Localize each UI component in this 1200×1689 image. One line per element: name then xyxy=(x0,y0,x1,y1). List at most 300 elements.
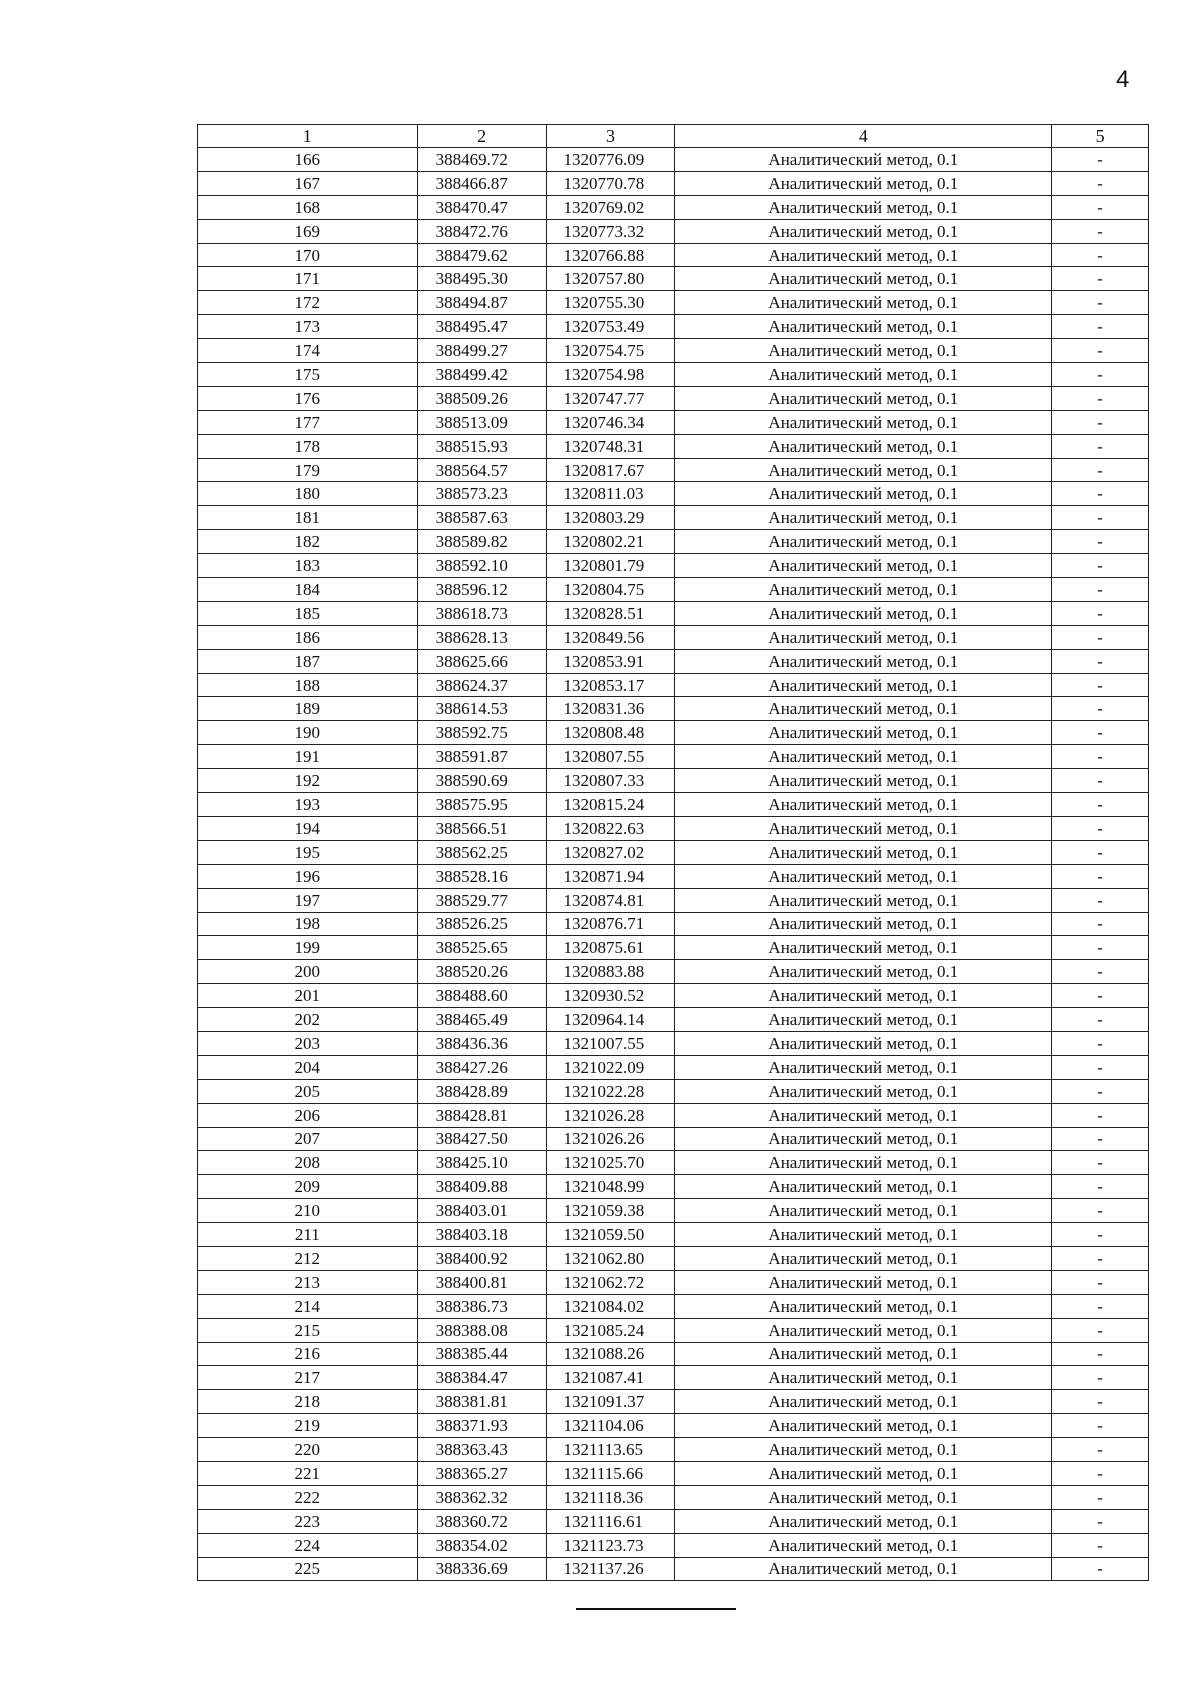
note-cell: - xyxy=(1052,697,1149,721)
note-cell: - xyxy=(1052,386,1149,410)
note-cell: - xyxy=(1052,530,1149,554)
x-coordinate-cell: 388575.95 xyxy=(417,793,546,817)
note-cell: - xyxy=(1052,912,1149,936)
table-row xyxy=(198,1485,1149,1509)
y-coordinate-cell: 1320849.56 xyxy=(546,625,675,649)
method-cell: Аналитический метод, 0.1 xyxy=(675,1223,1052,1247)
method-cell: Аналитический метод, 0.1 xyxy=(675,1199,1052,1223)
y-coordinate-cell: 1321104.06 xyxy=(546,1414,675,1438)
x-coordinate-cell: 388381.81 xyxy=(417,1390,546,1414)
point-number-cell: 215 xyxy=(198,1318,418,1342)
method-cell: Аналитический метод, 0.1 xyxy=(675,1342,1052,1366)
y-coordinate-cell: 1320871.94 xyxy=(546,864,675,888)
y-coordinate-cell: 1320876.71 xyxy=(546,912,675,936)
point-number-cell: 188 xyxy=(198,673,418,697)
table-row xyxy=(198,769,1149,793)
method-cell: Аналитический метод, 0.1 xyxy=(675,1246,1052,1270)
point-number-cell: 207 xyxy=(198,1127,418,1151)
note-cell: - xyxy=(1052,148,1149,172)
x-coordinate-cell: 388628.13 xyxy=(417,625,546,649)
y-coordinate-cell: 1321062.80 xyxy=(546,1246,675,1270)
y-coordinate-cell: 1320757.80 xyxy=(546,267,675,291)
x-coordinate-cell: 388428.81 xyxy=(417,1103,546,1127)
note-cell: - xyxy=(1052,1055,1149,1079)
table-row xyxy=(198,243,1149,267)
y-coordinate-cell: 1320755.30 xyxy=(546,291,675,315)
x-coordinate-cell: 388528.16 xyxy=(417,864,546,888)
method-cell: Аналитический метод, 0.1 xyxy=(675,195,1052,219)
note-cell: - xyxy=(1052,601,1149,625)
point-number-cell: 175 xyxy=(198,363,418,387)
x-coordinate-cell: 388336.69 xyxy=(417,1557,546,1581)
method-cell: Аналитический метод, 0.1 xyxy=(675,673,1052,697)
method-cell: Аналитический метод, 0.1 xyxy=(675,1485,1052,1509)
point-number-cell: 192 xyxy=(198,769,418,793)
note-cell: - xyxy=(1052,1031,1149,1055)
method-cell: Аналитический метод, 0.1 xyxy=(675,1151,1052,1175)
method-cell: Аналитический метод, 0.1 xyxy=(675,840,1052,864)
note-cell: - xyxy=(1052,1127,1149,1151)
point-number-cell: 199 xyxy=(198,936,418,960)
x-coordinate-cell: 388529.77 xyxy=(417,888,546,912)
table-row xyxy=(198,315,1149,339)
y-coordinate-cell: 1321026.28 xyxy=(546,1103,675,1127)
note-cell: - xyxy=(1052,219,1149,243)
note-cell: - xyxy=(1052,793,1149,817)
table-header-row xyxy=(198,125,1149,148)
y-coordinate-cell: 1320828.51 xyxy=(546,601,675,625)
table-row xyxy=(198,1055,1149,1079)
y-coordinate-cell: 1320831.36 xyxy=(546,697,675,721)
x-coordinate-cell: 388403.18 xyxy=(417,1223,546,1247)
table-row xyxy=(198,1461,1149,1485)
method-cell: Аналитический метод, 0.1 xyxy=(675,984,1052,1008)
point-number-cell: 170 xyxy=(198,243,418,267)
point-number-cell: 214 xyxy=(198,1294,418,1318)
method-cell: Аналитический метод, 0.1 xyxy=(675,1390,1052,1414)
point-number-cell: 200 xyxy=(198,960,418,984)
x-coordinate-cell: 388360.72 xyxy=(417,1509,546,1533)
y-coordinate-cell: 1320807.33 xyxy=(546,769,675,793)
table-row xyxy=(198,1223,1149,1247)
y-coordinate-cell: 1321091.37 xyxy=(546,1390,675,1414)
method-cell: Аналитический метод, 0.1 xyxy=(675,769,1052,793)
x-coordinate-cell: 388589.82 xyxy=(417,530,546,554)
method-cell: Аналитический метод, 0.1 xyxy=(675,554,1052,578)
y-coordinate-cell: 1320807.55 xyxy=(546,745,675,769)
x-coordinate-cell: 388495.30 xyxy=(417,267,546,291)
x-coordinate-cell: 388515.93 xyxy=(417,434,546,458)
table-row xyxy=(198,673,1149,697)
x-coordinate-cell: 388499.42 xyxy=(417,363,546,387)
method-cell: Аналитический метод, 0.1 xyxy=(675,912,1052,936)
x-coordinate-cell: 388466.87 xyxy=(417,171,546,195)
note-cell: - xyxy=(1052,1390,1149,1414)
note-cell: - xyxy=(1052,243,1149,267)
note-cell: - xyxy=(1052,1438,1149,1462)
note-cell: - xyxy=(1052,1414,1149,1438)
table-row xyxy=(198,1175,1149,1199)
method-cell: Аналитический метод, 0.1 xyxy=(675,888,1052,912)
point-number-cell: 204 xyxy=(198,1055,418,1079)
method-cell: Аналитический метод, 0.1 xyxy=(675,530,1052,554)
table-row xyxy=(198,363,1149,387)
y-coordinate-cell: 1320766.88 xyxy=(546,243,675,267)
note-cell: - xyxy=(1052,291,1149,315)
table-row xyxy=(198,386,1149,410)
table-row xyxy=(198,864,1149,888)
table-row xyxy=(198,195,1149,219)
y-coordinate-cell: 1321123.73 xyxy=(546,1533,675,1557)
table-row xyxy=(198,291,1149,315)
note-cell: - xyxy=(1052,840,1149,864)
x-coordinate-cell: 388403.01 xyxy=(417,1199,546,1223)
table-row xyxy=(198,793,1149,817)
method-cell: Аналитический метод, 0.1 xyxy=(675,363,1052,387)
x-coordinate-cell: 388409.88 xyxy=(417,1175,546,1199)
x-coordinate-cell: 388562.25 xyxy=(417,840,546,864)
note-cell: - xyxy=(1052,816,1149,840)
y-coordinate-cell: 1321137.26 xyxy=(546,1557,675,1581)
x-coordinate-cell: 388566.51 xyxy=(417,816,546,840)
y-coordinate-cell: 1320808.48 xyxy=(546,721,675,745)
note-cell: - xyxy=(1052,482,1149,506)
note-cell: - xyxy=(1052,1557,1149,1581)
table-row xyxy=(198,888,1149,912)
method-cell: Аналитический метод, 0.1 xyxy=(675,1533,1052,1557)
note-cell: - xyxy=(1052,1270,1149,1294)
x-coordinate-cell: 388590.69 xyxy=(417,769,546,793)
point-number-cell: 186 xyxy=(198,625,418,649)
note-cell: - xyxy=(1052,458,1149,482)
y-coordinate-cell: 1321007.55 xyxy=(546,1031,675,1055)
point-number-cell: 198 xyxy=(198,912,418,936)
table-row xyxy=(198,1533,1149,1557)
point-number-cell: 187 xyxy=(198,649,418,673)
note-cell: - xyxy=(1052,888,1149,912)
note-cell: - xyxy=(1052,410,1149,434)
method-cell: Аналитический метод, 0.1 xyxy=(675,1270,1052,1294)
note-cell: - xyxy=(1052,745,1149,769)
note-cell: - xyxy=(1052,1175,1149,1199)
y-coordinate-cell: 1320811.03 xyxy=(546,482,675,506)
y-coordinate-cell: 1320822.63 xyxy=(546,816,675,840)
table-row xyxy=(198,1294,1149,1318)
table-row xyxy=(198,1557,1149,1581)
header-cell-3: 3 xyxy=(546,125,675,148)
note-cell: - xyxy=(1052,1008,1149,1032)
point-number-cell: 225 xyxy=(198,1557,418,1581)
point-number-cell: 169 xyxy=(198,219,418,243)
point-number-cell: 222 xyxy=(198,1485,418,1509)
x-coordinate-cell: 388472.76 xyxy=(417,219,546,243)
x-coordinate-cell: 388618.73 xyxy=(417,601,546,625)
y-coordinate-cell: 1321084.02 xyxy=(546,1294,675,1318)
y-coordinate-cell: 1321048.99 xyxy=(546,1175,675,1199)
table-row xyxy=(198,1199,1149,1223)
table-row xyxy=(198,1438,1149,1462)
x-coordinate-cell: 388564.57 xyxy=(417,458,546,482)
point-number-cell: 183 xyxy=(198,554,418,578)
note-cell: - xyxy=(1052,1318,1149,1342)
x-coordinate-cell: 388371.93 xyxy=(417,1414,546,1438)
note-cell: - xyxy=(1052,625,1149,649)
method-cell: Аналитический метод, 0.1 xyxy=(675,315,1052,339)
y-coordinate-cell: 1320853.91 xyxy=(546,649,675,673)
x-coordinate-cell: 388592.75 xyxy=(417,721,546,745)
method-cell: Аналитический метод, 0.1 xyxy=(675,1557,1052,1581)
y-coordinate-cell: 1320801.79 xyxy=(546,554,675,578)
table-row xyxy=(198,410,1149,434)
x-coordinate-cell: 388499.27 xyxy=(417,339,546,363)
point-number-cell: 168 xyxy=(198,195,418,219)
y-coordinate-cell: 1320874.81 xyxy=(546,888,675,912)
method-cell: Аналитический метод, 0.1 xyxy=(675,1438,1052,1462)
table-row xyxy=(198,506,1149,530)
note-cell: - xyxy=(1052,554,1149,578)
table-row xyxy=(198,745,1149,769)
method-cell: Аналитический метод, 0.1 xyxy=(675,1461,1052,1485)
x-coordinate-cell: 388400.92 xyxy=(417,1246,546,1270)
note-cell: - xyxy=(1052,673,1149,697)
x-coordinate-cell: 388400.81 xyxy=(417,1270,546,1294)
method-cell: Аналитический метод, 0.1 xyxy=(675,506,1052,530)
y-coordinate-cell: 1320754.98 xyxy=(546,363,675,387)
note-cell: - xyxy=(1052,1533,1149,1557)
method-cell: Аналитический метод, 0.1 xyxy=(675,458,1052,482)
table-row xyxy=(198,1079,1149,1103)
note-cell: - xyxy=(1052,171,1149,195)
x-coordinate-cell: 388465.49 xyxy=(417,1008,546,1032)
header-cell-1: 1 xyxy=(198,125,418,148)
method-cell: Аналитический метод, 0.1 xyxy=(675,1079,1052,1103)
point-number-cell: 174 xyxy=(198,339,418,363)
method-cell: Аналитический метод, 0.1 xyxy=(675,697,1052,721)
y-coordinate-cell: 1321059.50 xyxy=(546,1223,675,1247)
note-cell: - xyxy=(1052,649,1149,673)
point-number-cell: 167 xyxy=(198,171,418,195)
method-cell: Аналитический метод, 0.1 xyxy=(675,601,1052,625)
table-row xyxy=(198,625,1149,649)
y-coordinate-cell: 1321088.26 xyxy=(546,1342,675,1366)
point-number-cell: 206 xyxy=(198,1103,418,1127)
point-number-cell: 203 xyxy=(198,1031,418,1055)
point-number-cell: 191 xyxy=(198,745,418,769)
point-number-cell: 217 xyxy=(198,1366,418,1390)
method-cell: Аналитический метод, 0.1 xyxy=(675,936,1052,960)
table-row xyxy=(198,339,1149,363)
method-cell: Аналитический метод, 0.1 xyxy=(675,793,1052,817)
y-coordinate-cell: 1320776.09 xyxy=(546,148,675,172)
y-coordinate-cell: 1320753.49 xyxy=(546,315,675,339)
table-row xyxy=(198,601,1149,625)
point-number-cell: 180 xyxy=(198,482,418,506)
table-row xyxy=(198,482,1149,506)
method-cell: Аналитический метод, 0.1 xyxy=(675,291,1052,315)
table-row xyxy=(198,1509,1149,1533)
x-coordinate-cell: 388614.53 xyxy=(417,697,546,721)
point-number-cell: 202 xyxy=(198,1008,418,1032)
note-cell: - xyxy=(1052,315,1149,339)
method-cell: Аналитический метод, 0.1 xyxy=(675,816,1052,840)
y-coordinate-cell: 1321022.28 xyxy=(546,1079,675,1103)
method-cell: Аналитический метод, 0.1 xyxy=(675,960,1052,984)
note-cell: - xyxy=(1052,1509,1149,1533)
point-number-cell: 194 xyxy=(198,816,418,840)
method-cell: Аналитический метод, 0.1 xyxy=(675,386,1052,410)
table-row xyxy=(198,148,1149,172)
point-number-cell: 205 xyxy=(198,1079,418,1103)
method-cell: Аналитический метод, 0.1 xyxy=(675,171,1052,195)
x-coordinate-cell: 388385.44 xyxy=(417,1342,546,1366)
x-coordinate-cell: 388427.26 xyxy=(417,1055,546,1079)
x-coordinate-cell: 388591.87 xyxy=(417,745,546,769)
y-coordinate-cell: 1320815.24 xyxy=(546,793,675,817)
point-number-cell: 195 xyxy=(198,840,418,864)
method-cell: Аналитический метод, 0.1 xyxy=(675,1008,1052,1032)
x-coordinate-cell: 388436.36 xyxy=(417,1031,546,1055)
point-number-cell: 221 xyxy=(198,1461,418,1485)
table-row xyxy=(198,434,1149,458)
y-coordinate-cell: 1320817.67 xyxy=(546,458,675,482)
table-row xyxy=(198,649,1149,673)
method-cell: Аналитический метод, 0.1 xyxy=(675,864,1052,888)
table-row xyxy=(198,1390,1149,1414)
note-cell: - xyxy=(1052,1246,1149,1270)
y-coordinate-cell: 1321026.26 xyxy=(546,1127,675,1151)
y-coordinate-cell: 1320964.14 xyxy=(546,1008,675,1032)
table-row xyxy=(198,1246,1149,1270)
point-number-cell: 213 xyxy=(198,1270,418,1294)
point-number-cell: 177 xyxy=(198,410,418,434)
table-row xyxy=(198,171,1149,195)
method-cell: Аналитический метод, 0.1 xyxy=(675,219,1052,243)
point-number-cell: 211 xyxy=(198,1223,418,1247)
x-coordinate-cell: 388573.23 xyxy=(417,482,546,506)
method-cell: Аналитический метод, 0.1 xyxy=(675,721,1052,745)
y-coordinate-cell: 1321115.66 xyxy=(546,1461,675,1485)
table-row xyxy=(198,960,1149,984)
y-coordinate-cell: 1321025.70 xyxy=(546,1151,675,1175)
method-cell: Аналитический метод, 0.1 xyxy=(675,649,1052,673)
note-cell: - xyxy=(1052,1461,1149,1485)
y-coordinate-cell: 1320770.78 xyxy=(546,171,675,195)
note-cell: - xyxy=(1052,1342,1149,1366)
y-coordinate-cell: 1321087.41 xyxy=(546,1366,675,1390)
table-row xyxy=(198,984,1149,1008)
table-row xyxy=(198,936,1149,960)
note-cell: - xyxy=(1052,936,1149,960)
x-coordinate-cell: 388365.27 xyxy=(417,1461,546,1485)
x-coordinate-cell: 388384.47 xyxy=(417,1366,546,1390)
x-coordinate-cell: 388509.26 xyxy=(417,386,546,410)
point-number-cell: 216 xyxy=(198,1342,418,1366)
note-cell: - xyxy=(1052,267,1149,291)
y-coordinate-cell: 1320754.75 xyxy=(546,339,675,363)
x-coordinate-cell: 388520.26 xyxy=(417,960,546,984)
header-cell-2: 2 xyxy=(417,125,546,148)
x-coordinate-cell: 388479.62 xyxy=(417,243,546,267)
x-coordinate-cell: 388470.47 xyxy=(417,195,546,219)
point-number-cell: 208 xyxy=(198,1151,418,1175)
note-cell: - xyxy=(1052,434,1149,458)
x-coordinate-cell: 388427.50 xyxy=(417,1127,546,1151)
note-cell: - xyxy=(1052,721,1149,745)
method-cell: Аналитический метод, 0.1 xyxy=(675,1509,1052,1533)
y-coordinate-cell: 1320773.32 xyxy=(546,219,675,243)
method-cell: Аналитический метод, 0.1 xyxy=(675,148,1052,172)
x-coordinate-cell: 388354.02 xyxy=(417,1533,546,1557)
y-coordinate-cell: 1320802.21 xyxy=(546,530,675,554)
y-coordinate-cell: 1320853.17 xyxy=(546,673,675,697)
note-cell: - xyxy=(1052,864,1149,888)
note-cell: - xyxy=(1052,1103,1149,1127)
point-number-cell: 210 xyxy=(198,1199,418,1223)
y-coordinate-cell: 1321085.24 xyxy=(546,1318,675,1342)
table-row xyxy=(198,578,1149,602)
method-cell: Аналитический метод, 0.1 xyxy=(675,578,1052,602)
method-cell: Аналитический метод, 0.1 xyxy=(675,410,1052,434)
y-coordinate-cell: 1320875.61 xyxy=(546,936,675,960)
x-coordinate-cell: 388425.10 xyxy=(417,1151,546,1175)
note-cell: - xyxy=(1052,960,1149,984)
method-cell: Аналитический метод, 0.1 xyxy=(675,243,1052,267)
method-cell: Аналитический метод, 0.1 xyxy=(675,1127,1052,1151)
y-coordinate-cell: 1320883.88 xyxy=(546,960,675,984)
x-coordinate-cell: 388525.65 xyxy=(417,936,546,960)
x-coordinate-cell: 388526.25 xyxy=(417,912,546,936)
note-cell: - xyxy=(1052,506,1149,530)
point-number-cell: 212 xyxy=(198,1246,418,1270)
point-number-cell: 176 xyxy=(198,386,418,410)
y-coordinate-cell: 1321062.72 xyxy=(546,1270,675,1294)
point-number-cell: 166 xyxy=(198,148,418,172)
y-coordinate-cell: 1320748.31 xyxy=(546,434,675,458)
note-cell: - xyxy=(1052,769,1149,793)
note-cell: - xyxy=(1052,195,1149,219)
point-number-cell: 182 xyxy=(198,530,418,554)
point-number-cell: 179 xyxy=(198,458,418,482)
table-row xyxy=(198,840,1149,864)
point-number-cell: 201 xyxy=(198,984,418,1008)
point-number-cell: 173 xyxy=(198,315,418,339)
footer-divider xyxy=(576,1608,736,1610)
method-cell: Аналитический метод, 0.1 xyxy=(675,267,1052,291)
point-number-cell: 197 xyxy=(198,888,418,912)
table-row xyxy=(198,721,1149,745)
note-cell: - xyxy=(1052,339,1149,363)
y-coordinate-cell: 1321059.38 xyxy=(546,1199,675,1223)
table-row xyxy=(198,1103,1149,1127)
point-number-cell: 219 xyxy=(198,1414,418,1438)
table-row xyxy=(198,1270,1149,1294)
y-coordinate-cell: 1321022.09 xyxy=(546,1055,675,1079)
note-cell: - xyxy=(1052,1223,1149,1247)
y-coordinate-cell: 1321113.65 xyxy=(546,1438,675,1462)
point-number-cell: 223 xyxy=(198,1509,418,1533)
point-number-cell: 172 xyxy=(198,291,418,315)
header-cell-4: 4 xyxy=(675,125,1052,148)
y-coordinate-cell: 1320930.52 xyxy=(546,984,675,1008)
x-coordinate-cell: 388363.43 xyxy=(417,1438,546,1462)
table-row xyxy=(198,697,1149,721)
x-coordinate-cell: 388624.37 xyxy=(417,673,546,697)
note-cell: - xyxy=(1052,1294,1149,1318)
note-cell: - xyxy=(1052,363,1149,387)
method-cell: Аналитический метод, 0.1 xyxy=(675,1414,1052,1438)
table-row xyxy=(198,1008,1149,1032)
method-cell: Аналитический метод, 0.1 xyxy=(675,1055,1052,1079)
